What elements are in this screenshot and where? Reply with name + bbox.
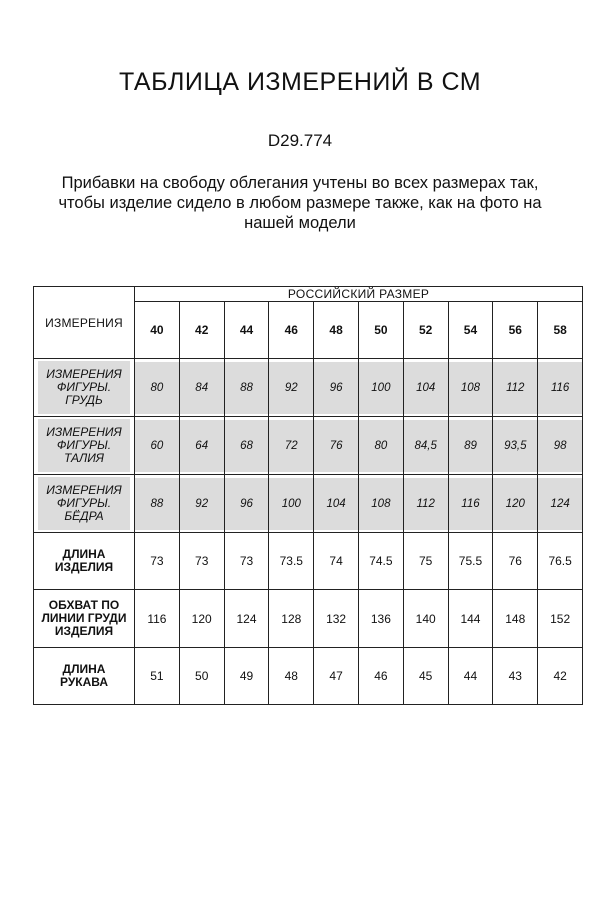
table-cell-value: 116 [449, 478, 493, 530]
table-cell [135, 475, 180, 533]
table-cell-value: 80 [359, 420, 403, 472]
table-cell [448, 475, 493, 533]
table-cell: 51 [135, 648, 180, 705]
size-header-48: 48 [314, 302, 359, 359]
table-cell: 75.5 [448, 533, 493, 590]
table-row [34, 359, 583, 417]
table-cell-value: 108 [449, 362, 493, 414]
table-cell: 152 [538, 590, 583, 648]
table-row [34, 533, 583, 590]
table-cell [224, 475, 269, 533]
table-cell [538, 359, 583, 417]
table-cell: 73 [179, 533, 224, 590]
size-header-50: 50 [358, 302, 403, 359]
table-cell: 74.5 [358, 533, 403, 590]
row-label [34, 359, 135, 417]
table-cell [403, 417, 448, 475]
table-cell-value: 124 [538, 478, 582, 530]
table-cell [269, 359, 314, 417]
table-cell [224, 359, 269, 417]
table-cell: 132 [314, 590, 359, 648]
table-cell [358, 475, 403, 533]
table-cell-value: 68 [225, 420, 269, 472]
table-cell-value: 60 [135, 420, 179, 472]
table-cell: 73 [224, 533, 269, 590]
table-cell [314, 417, 359, 475]
table-cell-value: 96 [225, 478, 269, 530]
table-cell-value: 84 [180, 362, 224, 414]
table-cell [538, 475, 583, 533]
table-cell: 128 [269, 590, 314, 648]
table-cell-value: 93,5 [493, 420, 537, 472]
size-header-54: 54 [448, 302, 493, 359]
table-cell-value: 100 [269, 478, 313, 530]
table-cell: 44 [448, 648, 493, 705]
row-label [34, 475, 135, 533]
table-cell [269, 417, 314, 475]
size-header-46: 46 [269, 302, 314, 359]
table-cell: 43 [493, 648, 538, 705]
table-cell-value: 76 [314, 420, 358, 472]
fit-note-line: чтобы изделие сидело в любом размере также, как на фото на [58, 194, 542, 212]
table-cell-value: 100 [359, 362, 403, 414]
table-cell-value: 116 [538, 362, 582, 414]
measurements-header: ИЗМЕРЕНИЯ [34, 287, 135, 359]
table-cell: 73.5 [269, 533, 314, 590]
table-cell: 144 [448, 590, 493, 648]
table-cell: 75 [403, 533, 448, 590]
table-cell: 49 [224, 648, 269, 705]
row-label: ОБХВАТ ПО ЛИНИИ ГРУДИ ИЗДЕЛИЯ [34, 590, 135, 648]
table-cell [358, 359, 403, 417]
table-cell [493, 359, 538, 417]
table-cell-value: 108 [359, 478, 403, 530]
size-header-42: 42 [179, 302, 224, 359]
table-row [34, 590, 583, 648]
table-row [34, 417, 583, 475]
table-cell: 116 [135, 590, 180, 648]
table-cell [179, 359, 224, 417]
table-cell: 124 [224, 590, 269, 648]
table-cell [358, 417, 403, 475]
table-cell [135, 359, 180, 417]
table-cell [314, 475, 359, 533]
table-cell: 76 [493, 533, 538, 590]
row-label-text: ИЗМЕРЕНИЯ ФИГУРЫ. ГРУДЬ [38, 361, 130, 414]
table-cell-value: 80 [135, 362, 179, 414]
table-cell [448, 417, 493, 475]
size-header-52: 52 [403, 302, 448, 359]
row-label-text: ИЗМЕРЕНИЯ ФИГУРЫ. ТАЛИЯ [38, 419, 130, 472]
table-cell-value: 88 [225, 362, 269, 414]
table-cell-value: 98 [538, 420, 582, 472]
page-title: ТАБЛИЦА ИЗМЕРЕНИЙ В СМ [118, 68, 482, 96]
size-header-56: 56 [493, 302, 538, 359]
table-cell [269, 475, 314, 533]
table-cell: 76.5 [538, 533, 583, 590]
table-cell-value: 120 [493, 478, 537, 530]
row-label: ДЛИНА ИЗДЕЛИЯ [34, 533, 135, 590]
table-cell [403, 359, 448, 417]
table-cell [314, 359, 359, 417]
table-cell-value: 72 [269, 420, 313, 472]
fit-note-line: Прибавки на свободу облегания учтены во всех размерах так, [61, 174, 539, 192]
row-label [34, 417, 135, 475]
table-cell [493, 475, 538, 533]
table-cell-value: 64 [180, 420, 224, 472]
table-cell [403, 475, 448, 533]
russian-size-header: РОССИЙСКИЙ РАЗМЕР [135, 287, 583, 302]
table-cell-value: 104 [314, 478, 358, 530]
table-cell-value: 96 [314, 362, 358, 414]
table-cell: 42 [538, 648, 583, 705]
table-cell [224, 417, 269, 475]
table-cell [493, 417, 538, 475]
table-cell-value: 92 [180, 478, 224, 530]
size-header-40: 40 [135, 302, 180, 359]
table-cell: 120 [179, 590, 224, 648]
table-cell: 48 [269, 648, 314, 705]
table-cell [538, 417, 583, 475]
table-cell [179, 475, 224, 533]
fit-note [30, 173, 570, 233]
size-header-44: 44 [224, 302, 269, 359]
table-cell-value: 88 [135, 478, 179, 530]
table-cell-value: 84,5 [404, 420, 448, 472]
table-cell: 140 [403, 590, 448, 648]
table-row [34, 475, 583, 533]
table-cell: 45 [403, 648, 448, 705]
size-table [33, 286, 583, 705]
product-code: D29.774 [267, 131, 333, 150]
table-cell: 47 [314, 648, 359, 705]
table-cell-value: 89 [449, 420, 493, 472]
row-label-text: ИЗМЕРЕНИЯ ФИГУРЫ. БЁДРА [38, 477, 130, 530]
table-cell [179, 417, 224, 475]
table-cell: 50 [179, 648, 224, 705]
table-cell: 148 [493, 590, 538, 648]
table-cell: 74 [314, 533, 359, 590]
table-cell-value: 112 [493, 362, 537, 414]
table-cell-value: 112 [404, 478, 448, 530]
table-cell [448, 359, 493, 417]
table-cell-value: 92 [269, 362, 313, 414]
table-row [34, 648, 583, 705]
table-cell [135, 417, 180, 475]
table-cell: 46 [358, 648, 403, 705]
size-header-58: 58 [538, 302, 583, 359]
table-cell: 136 [358, 590, 403, 648]
table-cell-value: 104 [404, 362, 448, 414]
table-cell: 73 [135, 533, 180, 590]
fit-note-line: нашей модели [244, 214, 356, 232]
row-label: ДЛИНА РУКАВА [34, 648, 135, 705]
